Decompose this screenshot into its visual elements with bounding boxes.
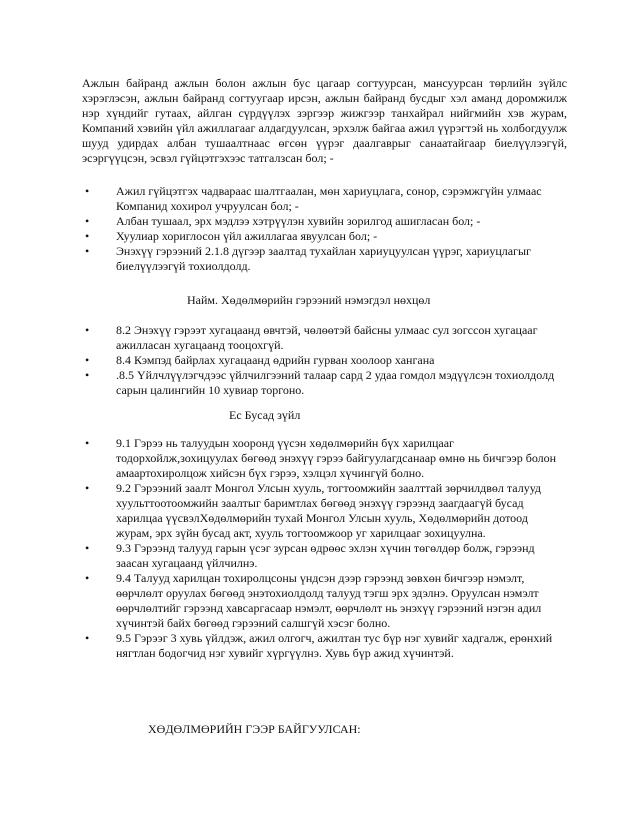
intro-paragraph: Ажлын байранд ажлын болон ажлын бус цагаар согтуурсан, мансуурсан төрлийн зүйлс хэрэглэсэн, ажлын байранд согтуугаар ирсэн, ажлын байранд бусдыг хэл аманд доромжилж нэр хүндийг гутаах, айлган сүрдүүлэх зэргээр жижгээр танхайрал нийгмийн хэв журам, Компаний хэвийн үйл ажиллагааг алдагдуулсан, эрхэлж байгаа ажил үүрэгтэй нь холбогдуулж шууд удирдах албан тушаалтнаас өгсөн үүрэг даалгаврыг санаатайгаар биелүүлээгүй, эсэргүүцсэн, эсвэл гүйцэтгэхээс татгалзсан бол; - xyxy=(82,76,567,165)
list-item xyxy=(82,323,567,353)
list-item-text: 9.3 Гэрээнд талууд гарын үсэг зурсан өдрөөс эхлэн хүчин төгөлдөр болж, гэрээнд заасан хугацаанд үйлчилнэ. xyxy=(116,541,535,570)
signature-heading: ХӨДӨЛМӨРИЙН ГЭЭР БАЙГУУЛСАН: xyxy=(148,722,361,736)
list-item-text: Албан тушаал, эрх мэдлээ хэтрүүлэн хувийн зорилгод ашигласан бол; - xyxy=(116,214,481,228)
list-item-text: 8.2 Энэхүү гэрээт хугацаанд өвчтэй, чөлөөтэй байсны улмаас сул зогссон хугацааг ажилласан хугацаанд тооцохгүй. xyxy=(116,323,538,352)
list-item-text: 9.4 Талууд харилцан тохиролцсоны үндсэн дээр гэрээнд зөвхөн бичгээр нэмэлт, өөрчлөлт оруулах бөгөөд энэтохиолдолд талууд тэгш эрх эдэлнэ. Оруулсан нэмэлт өөрчлөлтийг гэрээнд хавсаргасаар нэмэлт, өөрчлөлт нь энэхүү гэрээний нэгэн адил хүчинтэй байх бөгөөд гэрээний салшгүй хэсэг болно. xyxy=(116,571,542,630)
list-item-text: .8.5 Үйлчлүүлэгчдээс үйлчилгээний талаар сард 2 удаа гомдол мэдүүлсэн тохиолдолд сарын цалингийн 10 хувиар торгоно. xyxy=(116,368,555,397)
additional-terms-list xyxy=(82,323,567,398)
list-item-text: 9.1 Гэрээ нь талуудын хооронд үүсэн хөдөлмөрийн бүх харилцааг тодорхойлж,зохицуулах бөгөөд энэхүү гэрээ байгуулагдсанаар өмнө нь бичгээр болон амаартохиролцож хийсэн бүх гэрээ, хэлцэл хүчингүй болно. xyxy=(116,436,557,480)
bullet-icon: • xyxy=(85,323,90,337)
list-item-text: Хуулиар хориглосон үйл ажиллагаа явуулсан бол; - xyxy=(116,229,378,243)
bullet-icon: • xyxy=(85,436,90,450)
bullet-icon: • xyxy=(85,184,90,198)
bullet-icon: • xyxy=(85,481,90,495)
list-item xyxy=(82,244,567,274)
bullet-icon: • xyxy=(85,541,90,555)
list-item xyxy=(82,353,567,368)
list-item xyxy=(82,214,567,229)
bullet-icon: • xyxy=(85,631,90,645)
other-terms-list xyxy=(82,436,567,661)
violations-list xyxy=(82,184,567,274)
bullet-icon: • xyxy=(85,368,90,382)
list-item-text: 9.5 Гэрээг 3 хувь үйлдэж, ажил олгогч, ажилтан тус бүр нэг хувийг хадгалж, ерөнхий нягтлан бодогчид нэг хувийг хүргүүлнэ. Хувь бүр ажид хүчинтэй. xyxy=(116,631,553,660)
bullet-icon: • xyxy=(85,214,90,228)
list-item-text: 9.2 Гэрээний заалт Монгол Улсын хууль, тогтоомжийн заалттай зөрчилдвөл талууд хуульттоотоомжийн заалтыг баримтлах бөгөөд энэхүү гэрээнд заагдаагүй бусад харилцаа үүсвэлХөдөлмөрийн тухай Монгол Улсын хууль, Хөдөлмөрийн дотоод журам, эрх зүйн бусад акт, хууль тогтоомжоор уг харилцааг зохицуулна. xyxy=(116,481,542,540)
list-item xyxy=(82,571,567,631)
list-item xyxy=(82,229,567,244)
list-item xyxy=(82,368,567,398)
list-item xyxy=(82,541,567,571)
list-item-text: Ажил гүйцэтгэх чадвараас шалтгаалан, мөн хариуцлага, сонор, сэрэмжгүйн улмаас Компанид хохирол учруулсан бол; - xyxy=(116,184,542,213)
section-9-heading: Ес Бусад зүйл xyxy=(229,408,301,422)
list-item xyxy=(82,184,567,214)
bullet-icon: • xyxy=(85,229,90,243)
bullet-icon: • xyxy=(85,571,90,585)
bullet-icon: • xyxy=(85,244,90,258)
list-item xyxy=(82,481,567,541)
list-item xyxy=(82,436,567,481)
list-item-text: 8.4 Кэмпэд байрлах хугацаанд өдрийн гурван хоолоор хангана xyxy=(116,353,435,367)
list-item-text: Энэхүү гэрээний 2.1.8 дүгээр заалтад тухайлан хариуцуулсан үүрэг, хариуцлагыг биелүүлээгүй тохиолдолд. xyxy=(116,244,531,273)
section-8-heading: Найм. Хөдөлмөрийн гэрээний нэмэгдэл нөхцөл xyxy=(187,293,431,307)
list-item xyxy=(82,631,567,661)
bullet-icon: • xyxy=(85,353,90,367)
